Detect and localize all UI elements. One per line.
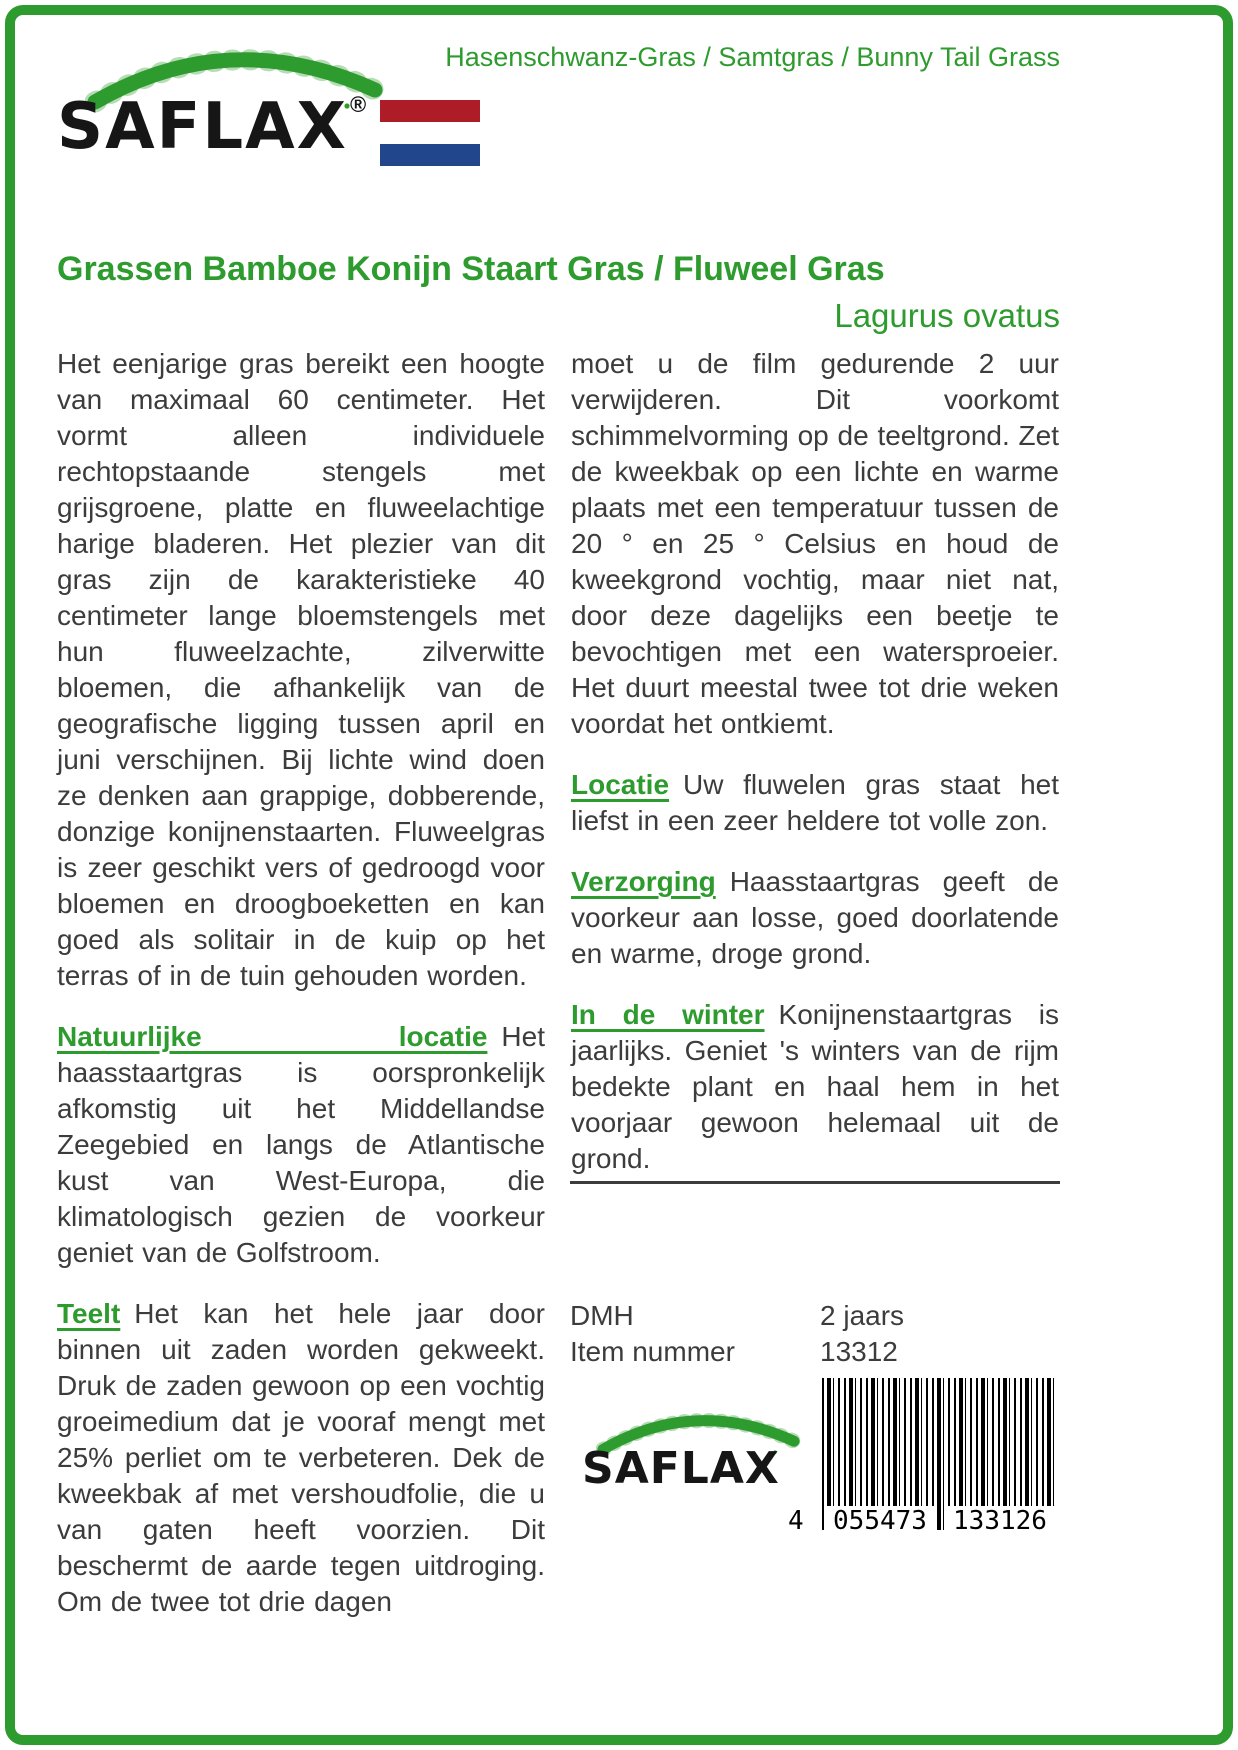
paragraph-text: Het haasstaartgras is oorspronkelijk afkomstig uit het Middellandse Zeegebied en langs de Atlantische kust van West-Europa, die klimatologisch gezien de voorkeur geniet van de Golfstroom. (57, 1021, 545, 1268)
item-number-label: Item nummer (570, 1336, 735, 1367)
left-column (57, 346, 545, 1645)
cultivation-continued-paragraph (571, 346, 1059, 742)
flag-stripe-red (380, 100, 480, 122)
paragraph-text: Het kan het hele jaar door binnen uit zaden worden gekweekt. Druk de zaden gewoon op een vochtig groeimedium dat je vooraf mengt met 25% perliet om te verbeteren. Dek de kweekbak af met vershoudfolie, die u van gaten heeft voorzien. Dit beschermt de aarde tegen uitdroging. Om de twee tot drie dagen (57, 1298, 545, 1617)
language-tagline: Hasenschwanz-Gras / Samtgras / Bunny Tail Grass (445, 42, 1060, 72)
paragraph-text: Haasstaartgras geeft de voorkeur aan losse, goed doorlatende en warme, droge grond. (571, 866, 1059, 969)
paragraph-text: Uw fluwelen gras staat het liefst in een zeer heldere tot volle zon. (571, 769, 1059, 836)
natural-location-paragraph (57, 1019, 545, 1271)
care-paragraph (571, 864, 1059, 972)
barcode-group-1: 055473 (826, 1506, 934, 1536)
divider-line (570, 1181, 1060, 1184)
barcode-digits (788, 1506, 1060, 1536)
header (57, 36, 1060, 204)
barcode-lead-digit: 4 (788, 1506, 820, 1536)
item-number-row (570, 1334, 1060, 1370)
winter-paragraph (571, 997, 1059, 1177)
brand-wordmark: SAFLAX (582, 1443, 780, 1494)
registered-trademark: ® (350, 92, 367, 117)
dmh-label: DMH (570, 1300, 634, 1331)
flag-stripe-blue (380, 144, 480, 166)
section-label: Natuurlijke locatie (57, 1021, 488, 1052)
netherlands-flag (380, 100, 480, 166)
cultivation-paragraph (57, 1296, 545, 1620)
ean-barcode (788, 1378, 1060, 1536)
paragraph-text: Konijnenstaartgras is jaarlijks. Geniet 's winters van de rijm bedekte plant en haal hem in het voorjaar gewoon helemaal uit de grond. (571, 999, 1059, 1174)
botanical-name: Lagurus ovatus (834, 297, 1060, 334)
saflax-logo (57, 90, 367, 164)
section-label: Teelt (57, 1298, 121, 1329)
brand-wordmark: SAFLAX (57, 90, 348, 164)
paragraph-text: Het eenjarige gras bereikt een hoogte van maximaal 60 centimeter. Het vormt alleen individuele rechtopstaande stengels met grijsgroene, platte en fluweelachtige harige bladeren. Het plezier van dit gras zijn de karakteristieke 40 centimeter lange bloemstengels met hun fluweelzachte, zilverwitte bloemen, die afhankelijk van de geografische ligging tussen april en juni verschijnen. Bij lichte wind doen ze denken aan grappige, dobberende, donzige konijnenstaarten. Fluweelgras is zeer geschikt vers of gedroogd voor bloemen en droogboeketten en kan goed als solitair in de kuip op het terras of in de tuin gehouden worden. (57, 348, 545, 991)
footer (570, 1298, 1060, 1536)
location-paragraph (571, 767, 1059, 839)
saflax-logo-small (582, 1399, 780, 1494)
dmh-row (570, 1298, 1060, 1334)
barcode-group-2: 133126 (946, 1506, 1054, 1536)
paragraph-text: moet u de film gedurende 2 uur verwijderen. Dit voorkomt schimmelvorming op de teeltgrond. Zet de kweekbak op een lichte en warme plaats met een temperatuur tussen de 20 ° en 25 ° Celsius en houd de kweekgrond vochtig, maar niet nat, door deze dagelijks een beetje te bevochtigen met een watersproeier. Het duurt meestal twee tot drie weken voordat het ontkiemt. (571, 348, 1059, 739)
section-label: In de winter (571, 999, 765, 1030)
intro-paragraph (57, 346, 545, 994)
item-number-value: 13312 (820, 1336, 898, 1367)
flag-stripe-white (380, 122, 480, 144)
section-label: Locatie (571, 769, 670, 800)
product-title: Grassen Bamboe Konijn Staart Gras / Fluweel Gras (57, 250, 885, 288)
section-label: Verzorging (571, 866, 716, 897)
footer-logo-barcode-row (570, 1378, 1060, 1536)
dmh-value: 2 jaars (820, 1300, 905, 1331)
